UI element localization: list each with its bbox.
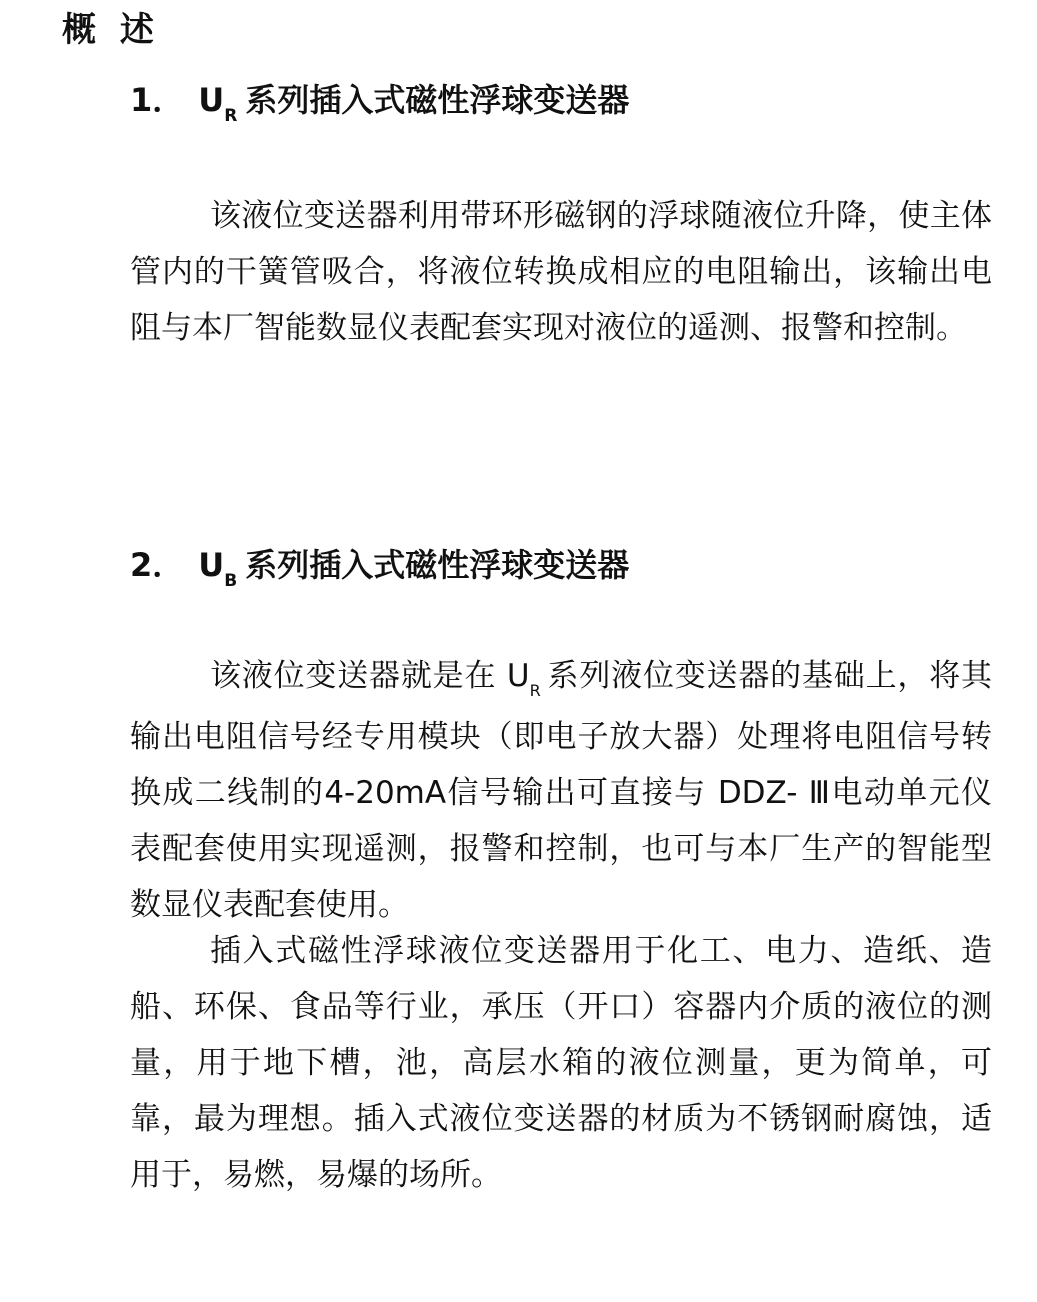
- paragraph-2-text-after: 系列液位变送器的基础上，将其输出电阻信号经专用模块（即电子放大器）处理将电阻信号转换成二线制的4-20mA信号输出可直接与 DDZ- Ⅲ电动单元仪表配套使用实现遥测，报警和控制，也可与本厂生产的智能型数显仪表配套使用。: [130, 658, 993, 923]
- section-heading-2: [130, 543, 629, 593]
- paragraph-3-text: 插入式磁性浮球液位变送器用于化工、电力、造纸、造船、环保、食品等行业，承压（开口）容器内介质的液位的测量，用于地下槽，池，高层水箱的液位测量，更为简单，可靠，最为理想。插入式液位变送器的材质为不锈钢耐腐蚀，适用于，易燃，易爆的场所。: [130, 933, 992, 1193]
- paragraph-1: [130, 188, 992, 356]
- section-heading-1: [130, 78, 629, 128]
- section-subscript-1: R: [224, 106, 238, 126]
- paragraph-2-subscript: R: [529, 681, 541, 700]
- section-subscript-2: B: [224, 571, 238, 591]
- paragraph-3: [130, 923, 992, 1203]
- section-prefix-2: U: [198, 546, 225, 584]
- paragraph-2-text-before: 该液位变送器就是在 U: [210, 658, 530, 694]
- paragraph-1-text: 该液位变送器利用带环形磁钢的浮球随液位升降，使主体管内的干簧管吸合，将液位转换成相应的电阻输出，该输出电阻与本厂智能数显仪表配套实现对液位的遥测、报警和控制。: [130, 198, 992, 346]
- page-title: 概 述: [62, 10, 160, 50]
- paragraph-2: [130, 648, 992, 933]
- section-title-1: 系列插入式磁性浮球变送器: [245, 81, 630, 119]
- section-prefix-1: U: [198, 81, 225, 119]
- section-number-2: 2．: [130, 546, 185, 584]
- section-title-2: 系列插入式磁性浮球变送器: [245, 546, 630, 584]
- section-number-1: 1．: [130, 81, 185, 119]
